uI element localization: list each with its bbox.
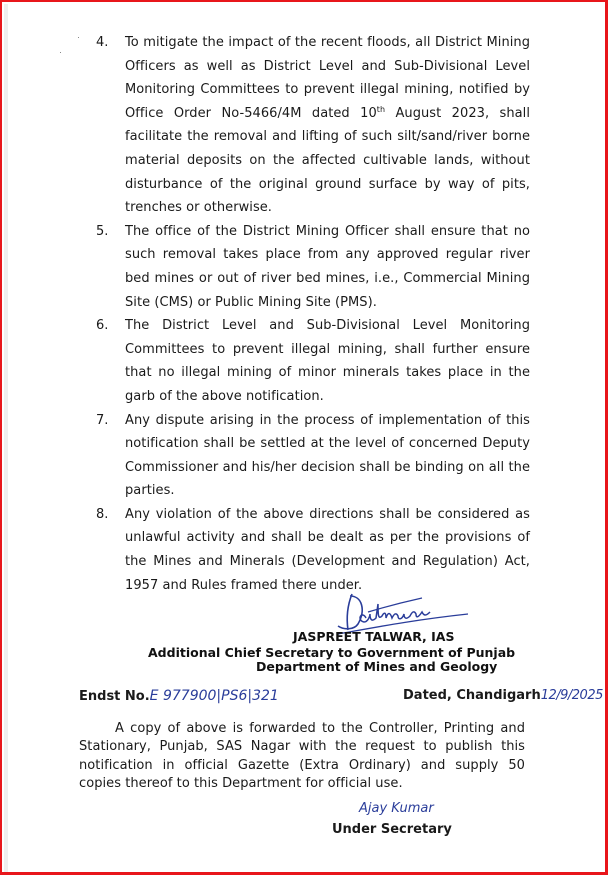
signatory-designation: Additional Chief Secretary to Government of Punjab bbox=[148, 645, 516, 660]
scan-speck bbox=[60, 52, 61, 53]
signatory-name: JASPREET TALWAR, IAS bbox=[293, 629, 455, 644]
under-secretary-signature: Ajay Kumar bbox=[359, 801, 434, 816]
clause-number: 6. bbox=[96, 318, 109, 334]
clause-4 bbox=[96, 31, 530, 220]
clause-text: The District Level and Sub-Divisional Level Monitoring Committees to prevent illegal mining, shall further ensure that no illegal mining of minor minerals takes place in the garb of the above notification. bbox=[125, 318, 530, 404]
clause-number: 8. bbox=[96, 506, 109, 522]
page-edge-shadow bbox=[4, 4, 8, 872]
clause-5 bbox=[96, 220, 530, 314]
endorsement-label: Endst No. bbox=[79, 689, 150, 704]
clause-text: Any dispute arising in the process of implementation of this notification shall be settled at the level of concerned Deputy Commissioner and his/her decision shall be binding on all the parties. bbox=[125, 412, 530, 499]
scan-speck bbox=[78, 37, 79, 38]
dated-handwritten-date: 12/9/2025 bbox=[540, 688, 603, 703]
endorsement-handwritten-number: E 977900|PS6|321 bbox=[149, 688, 279, 704]
signatory-department: Department of Mines and Geology bbox=[256, 659, 498, 674]
clause-7 bbox=[96, 409, 530, 503]
clause-6 bbox=[96, 314, 530, 408]
clause-text: To mitigate the impact of the recent floods, all District Mining Officers as well as District Level and Sub-Divisional Level Monitoring Committees to prevent illegal mining, notified by Office Order No-5466/4M dated 10th August 2023, shall facilitate the removal and lifting of such silt/sand/river borne material deposits on the affected cultivable lands, without disturbance of the original ground surface by way of pits, trenches or otherwise. bbox=[125, 35, 530, 216]
clause-number: 5. bbox=[96, 223, 109, 239]
endorsement-number bbox=[79, 688, 279, 704]
clause-8 bbox=[96, 503, 530, 597]
dated-line bbox=[403, 688, 603, 703]
under-secretary-title: Under Secretary bbox=[332, 822, 452, 837]
clause-text: The office of the District Mining Officer shall ensure that no such removal takes place from any approved regular river bed mines or out of river bed mines, i.e., Commercial Mining Site (CMS) or Public Mining Site (PMS). bbox=[125, 223, 530, 310]
copy-forward-paragraph: A copy of above is forwarded to the Controller, Printing and Stationary, Punjab, SAS Nagar with the request to publish this notification in official Gazette (Extra Ordinary) and supply 50 copies thereof to this Department for official use. bbox=[79, 721, 525, 792]
clause-number: 7. bbox=[96, 412, 109, 428]
numbered-clauses bbox=[96, 31, 530, 597]
dated-label: Dated, Chandigarh bbox=[403, 688, 541, 703]
clause-text: Any violation of the above directions shall be considered as unlawful activity and shall be dealt as per the provisions of the Mines and Minerals (Development and Regulation) Act, 1957 and Rules framed there under. bbox=[125, 506, 530, 593]
clause-number: 4. bbox=[96, 35, 109, 50]
